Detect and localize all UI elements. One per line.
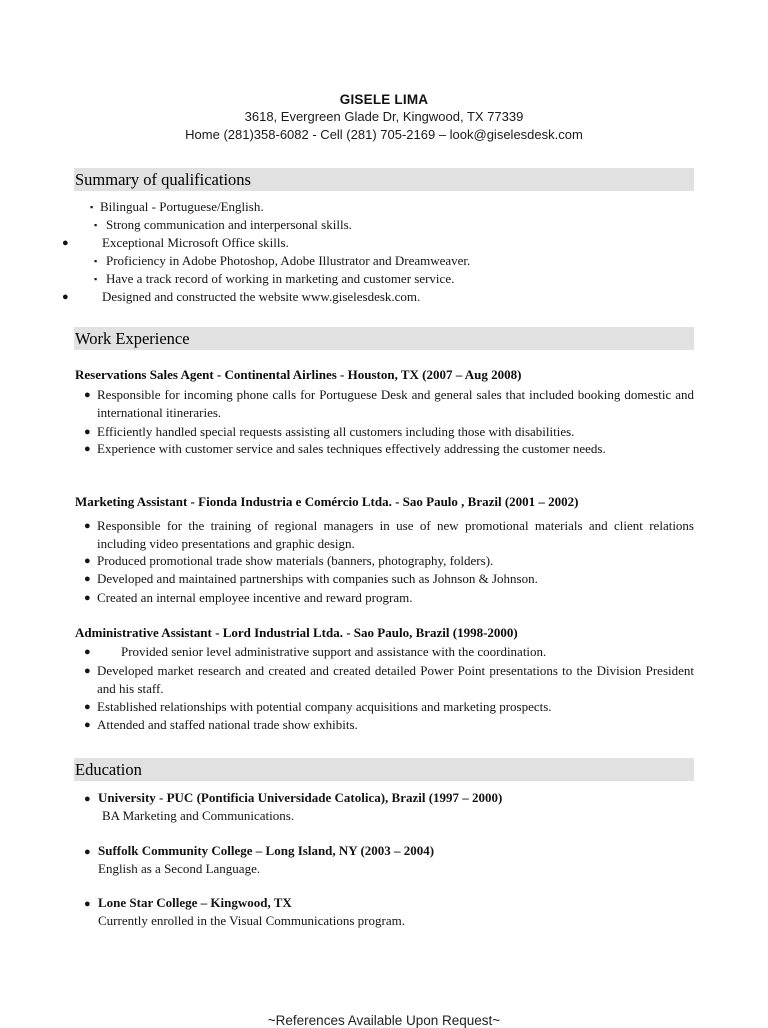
job-item: Efficiently handled special requests assisting all customers including those with disabilities. — [97, 424, 575, 439]
education-detail: Currently enrolled in the Visual Communications program. — [98, 913, 405, 928]
education-detail: English as a Second Language. — [98, 861, 261, 876]
bullet-icon: ● — [84, 665, 91, 677]
references-footer: ~References Available Upon Request~ — [267, 1013, 501, 1028]
job-item: Responsible for the training of regional managers in use of new promotional materials and client relations including video presentations and graphic design. — [97, 518, 694, 551]
education-section-title: Education — [75, 760, 142, 779]
job-heading: Administrative Assistant - Lord Industrial Ltda. - Sao Paulo, Brazil (1998-2000) — [75, 625, 518, 640]
bullet-icon: ● — [84, 592, 91, 604]
summary-item: Bilingual - Portuguese/English. — [100, 199, 264, 214]
bullet-icon: ▪ — [90, 202, 94, 212]
job-item: Developed and maintained partnerships with companies such as Johnson & Johnson. — [97, 571, 538, 586]
bullet-icon: ● — [84, 555, 91, 567]
bullet-icon: ● — [62, 291, 69, 303]
summary-item: Exceptional Microsoft Office skills. — [102, 235, 289, 250]
bullet-icon: ● — [84, 520, 91, 532]
job-item: Responsible for incoming phone calls for Portuguese Desk and general sales that included booking domestic and international itineraries. — [97, 387, 694, 420]
bullet-icon: ● — [84, 646, 91, 658]
job-item: Developed market research and created and created detailed Power Point presentations to the Division President and his staff. — [97, 663, 694, 696]
bullet-icon: ▪ — [94, 274, 98, 284]
summary-item: Proficiency in Adobe Photoshop, Adobe Illustrator and Dreamweaver. — [106, 253, 471, 268]
bullet-icon: ● — [84, 573, 91, 585]
job-heading: Reservations Sales Agent - Continental Airlines - Houston, TX (2007 – Aug 2008) — [75, 367, 522, 382]
job-item: Experience with customer service and sales techniques effectively addressing the customer needs. — [97, 441, 606, 456]
summary-section-title: Summary of qualifications — [75, 170, 251, 189]
work-section-title: Work Experience — [75, 329, 190, 348]
bullet-icon: ● — [84, 701, 91, 713]
job-item: Established relationships with potential company acquisitions and marketing prospects. — [97, 699, 552, 714]
bullet-icon: ● — [84, 443, 91, 455]
bullet-icon: ● — [84, 389, 91, 401]
job-item: Produced promotional trade show materials (banners, photography, folders). — [97, 553, 494, 568]
job-heading: Marketing Assistant - Fionda Industria e Comércio Ltda. - Sao Paulo , Brazil (2001 – 2002) — [75, 494, 579, 509]
summary-item: Strong communication and interpersonal skills. — [106, 217, 352, 232]
bullet-icon: ▪ — [94, 220, 98, 230]
bullet-icon: ● — [84, 793, 91, 805]
address-line: 3618, Evergreen Glade Dr, Kingwood, TX 77339 — [244, 109, 524, 124]
phone-email-line: Home (281)358-6082 - Cell (281) 705-2169 – look@giselesdesk.com — [185, 127, 583, 142]
bullet-icon: ● — [84, 719, 91, 731]
education-detail: BA Marketing and Communications. — [102, 808, 295, 823]
bullet-icon: ▪ — [94, 256, 98, 266]
bullet-icon: ● — [84, 846, 91, 858]
bullet-icon: ● — [84, 898, 91, 910]
education-section-bar — [74, 758, 694, 781]
education-school: Lone Star College – Kingwood, TX — [98, 895, 292, 910]
education-school: University - PUC (Pontificia Universidade Catolica), Brazil (1997 – 2000) — [98, 790, 503, 805]
summary-item: Designed and constructed the website www.giselesdesk.com. — [102, 289, 421, 304]
job-item: Created an internal employee incentive and reward program. — [97, 590, 413, 605]
bullet-icon: ● — [62, 237, 69, 249]
candidate-name: GISELE LIMA — [339, 92, 429, 107]
job-item: Provided senior level administrative support and assistance with the coordination. — [121, 644, 547, 659]
education-school: Suffolk Community College – Long Island, NY (2003 – 2004) — [98, 843, 435, 858]
bullet-icon: ● — [84, 426, 91, 438]
job-item: Attended and staffed national trade show exhibits. — [97, 717, 358, 732]
summary-item: Have a track record of working in marketing and customer service. — [106, 271, 455, 286]
